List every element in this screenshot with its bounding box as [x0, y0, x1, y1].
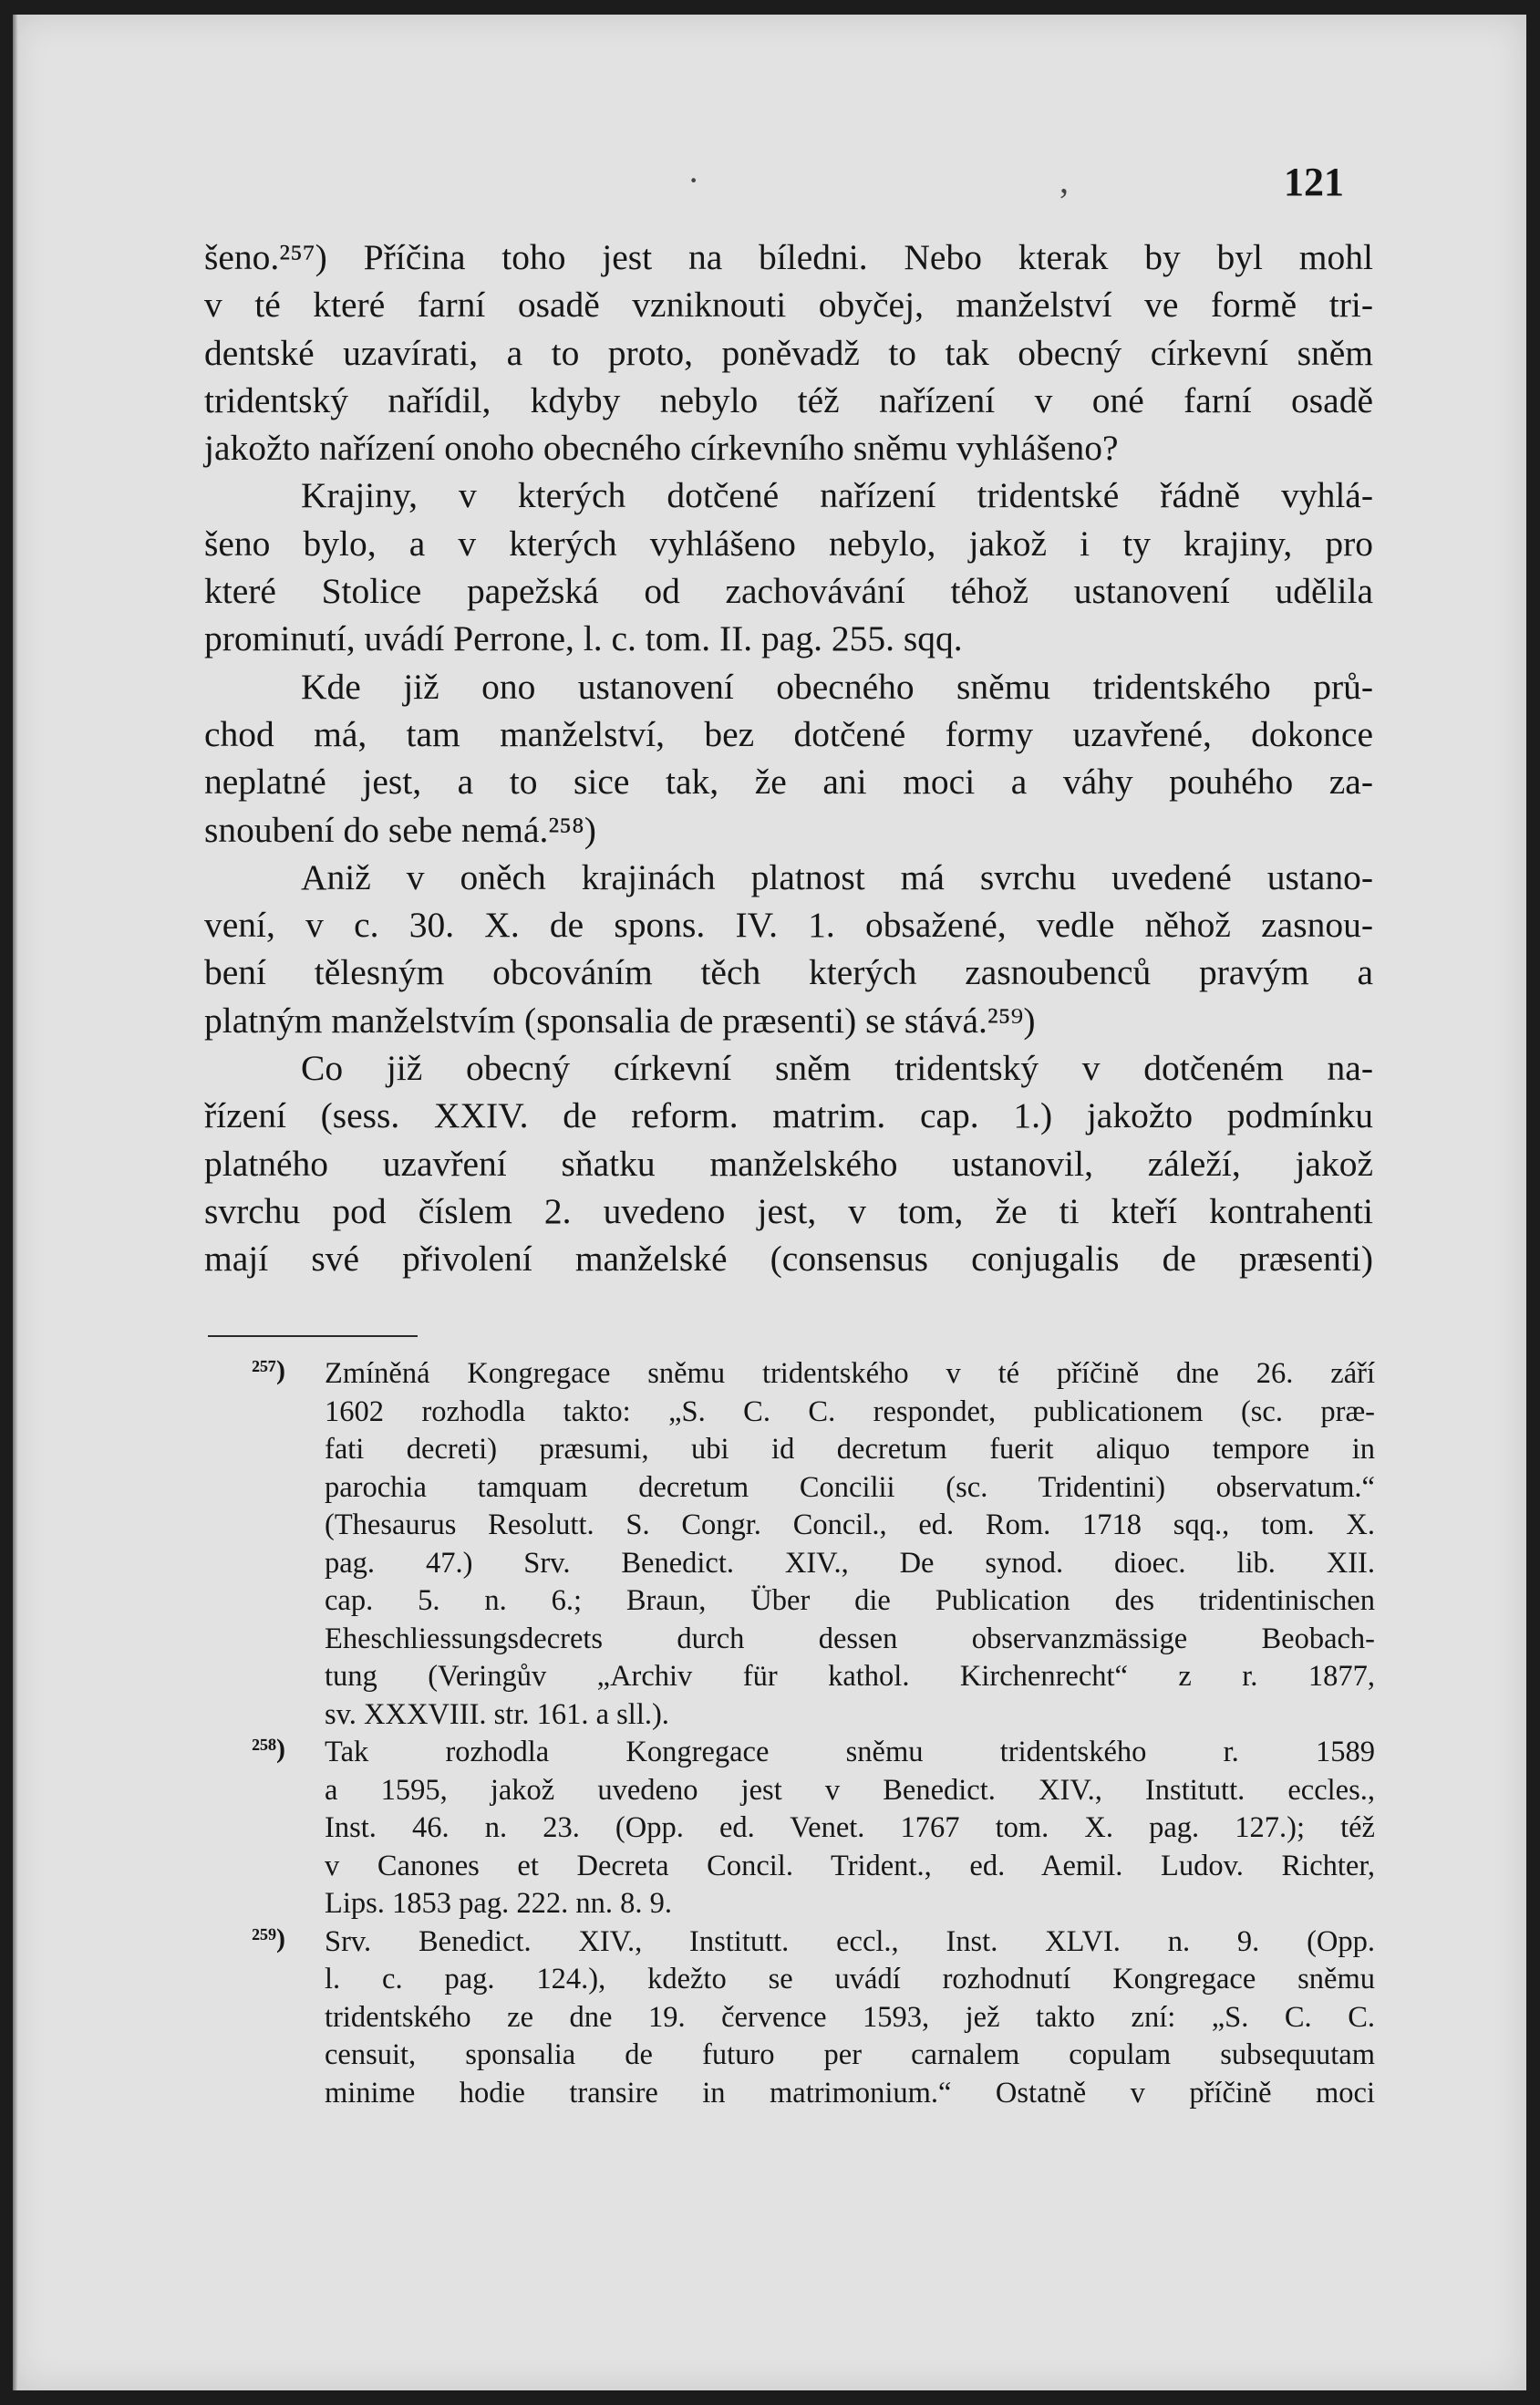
page-header: [13, 151, 1526, 206]
body-line: platného uzavření sňatku manželského ustanovil, záleží, jakož: [204, 1143, 1373, 1184]
footnote-line: Lips. 1853 pag. 222. nn. 8. 9.: [325, 1887, 672, 1920]
body-line: řízení (sess. XXIV. de reform. matrim. cap. 1.) jakožto podmínku: [204, 1095, 1373, 1136]
body-line: v té které farní osadě vzniknouti obyčej, manželství ve formě tri-: [204, 285, 1373, 326]
footnote-line: l. c. pag. 124.), kdežto se uvádí rozhodnutí Kongregace sněmu: [325, 1963, 1375, 1996]
body-line: Krajiny, v kterých dotčené nařízení tridentské řádně vyhlá-: [301, 475, 1373, 516]
page-edge-shadow: [13, 15, 18, 2390]
footnote-259: [252, 1923, 1375, 2113]
footnote-line: Zmíněná Kongregace sněmu tridentského v té příčině dne 26. září: [325, 1357, 1375, 1390]
footnote-divider: [208, 1335, 418, 1337]
footnote-marker: ²⁵⁷): [252, 1355, 285, 1385]
body-line: Co již obecný církevní sněm tridentský v dotčeném na-: [301, 1048, 1373, 1089]
header-mark-right: ,: [1059, 160, 1069, 201]
body-line: prominutí, uvádí Perrone, l. c. tom. II. pag. 255. sqq.: [204, 618, 963, 659]
body-line: neplatné jest, a to sice tak, že ani moci a váhy pouhého za-: [204, 762, 1373, 803]
footnote-marker: ²⁵⁸): [252, 1734, 285, 1764]
footnote-line: Tak rozhodla Kongregace sněmu tridentského r. 1589: [325, 1736, 1375, 1768]
body-line: snoubení do sebe nemá.²⁵⁸): [204, 809, 596, 850]
footnote-257: [252, 1355, 1375, 1734]
body-text: [204, 233, 1373, 1283]
footnote-258: [252, 1734, 1375, 1923]
body-line: Kde již ono ustanovení obecného sněmu tridentského prů-: [301, 666, 1373, 707]
footnote-line: censuit, sponsalia de futuro per carnalem copulam subsequutam: [325, 2038, 1375, 2071]
footnotes: [252, 1355, 1375, 2112]
body-line: jakožto nařízení onoho obecného církevního sněmu vyhlášeno?: [204, 428, 1119, 469]
footnote-line: Srv. Benedict. XIV., Institutt. eccl., Inst. XLVI. n. 9. (Opp.: [325, 1924, 1375, 1958]
body-line: Aniž v oněch krajinách platnost má svrchu uvedené ustano-: [301, 856, 1373, 897]
header-mark-left: ·: [687, 160, 700, 201]
footnote-line: pag. 47.) Srv. Benedict. XIV., De synod. dioec. lib. XII.: [325, 1546, 1375, 1580]
body-line: svrchu pod číslem 2. uvedeno jest, v tom, že ti kteří kontrahenti: [204, 1190, 1373, 1231]
footnote-line: tung (Veringův „Archiv für kathol. Kirchenrecht“ z r. 1877,: [325, 1660, 1375, 1693]
footnote-line: v Canones et Decreta Concil. Trident., ed. Aemil. Ludov. Richter,: [325, 1849, 1375, 1882]
footnote-line: (Thesaurus Resolutt. S. Congr. Concil., ed. Rom. 1718 sqq., tom. X.: [325, 1508, 1375, 1541]
body-line: bení tělesným obcováním těch kterých zasnoubenců pravým a: [204, 952, 1373, 993]
footnote-line: minime hodie transire in matrimonium.“ Ostatně v příčině moci: [325, 2076, 1375, 2110]
footnote-line: cap. 5. n. 6.; Braun, Über die Publication des tridentinischen: [325, 1584, 1375, 1617]
body-line: šeno.²⁵⁷) Příčina toho jest na bíledni. Nebo kterak by byl mohl: [204, 237, 1373, 277]
footnote-line: sv. XXXVIII. str. 161. a sll.).: [325, 1697, 669, 1731]
footnote-line: Eheschliessungsdecrets durch dessen observanzmässige Beobach-: [325, 1622, 1375, 1655]
body-line: dentské uzavírati, a to proto, poněvadž to tak obecný církevní sněm: [204, 332, 1373, 373]
body-line: platným manželstvím (sponsalia de præsenti) se stává.²⁵⁹): [204, 1000, 1036, 1041]
footnote-line: parochia tamquam decretum Concilii (sc. Tridentini) observatum.“: [325, 1470, 1375, 1504]
footnote-line: 1602 rozhodla takto: „S. C. C. respondet, publicationem (sc. præ-: [325, 1394, 1375, 1428]
footnote-marker: ²⁵⁹): [252, 1923, 285, 1954]
body-line: vení, v c. 30. X. de spons. IV. 1. obsažené, vedle něhož zasnou-: [204, 905, 1373, 946]
footnote-line: fati decreti) præsumi, ubi id decretum fuerit aliquo tempore in: [325, 1433, 1375, 1466]
body-line: které Stolice papežská od zachovávání téhož ustanovení udělila: [204, 571, 1373, 612]
footnote-line: a 1595, jakož uvedeno jest v Benedict. XIV., Institutt. eccles.,: [325, 1773, 1375, 1807]
book-page: [13, 15, 1526, 2390]
body-line: mají své přivolení manželské (consensus conjugalis de præsenti): [204, 1239, 1373, 1280]
body-line: tridentský nařídil, kdyby nebylo též nařízení v oné farní osadě: [204, 379, 1373, 420]
body-line: šeno bylo, a v kterých vyhlášeno nebylo, jakož i ty krajiny, pro: [204, 523, 1373, 564]
page-number: 121: [1284, 160, 1344, 204]
footnote-line: Inst. 46. n. 23. (Opp. ed. Venet. 1767 tom. X. pag. 127.); též: [325, 1811, 1375, 1844]
footnote-line: tridentského ze dne 19. července 1593, jež takto zní: „S. C. C.: [325, 2000, 1375, 2034]
body-line: chod má, tam manželství, bez dotčené formy uzavřené, dokonce: [204, 713, 1373, 754]
